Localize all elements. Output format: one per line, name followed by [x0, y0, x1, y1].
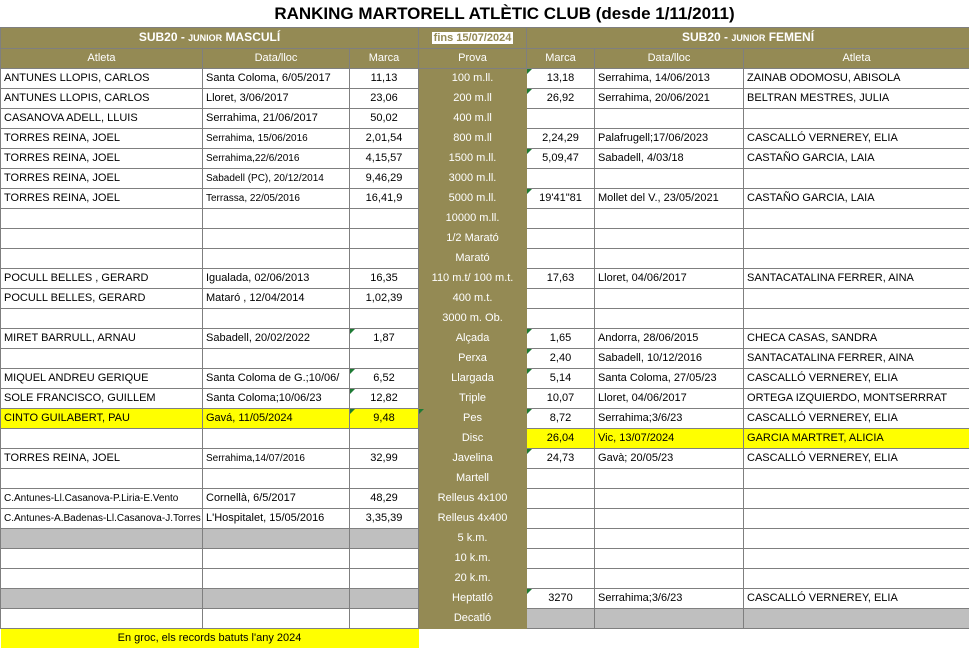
event-cell[interactable]: Triple — [419, 389, 527, 409]
female-mark-cell[interactable]: 10,07 — [527, 389, 595, 409]
male-date-place-cell[interactable] — [203, 249, 350, 269]
female-athlete-cell[interactable]: CASCALLÓ VERNEREY, ELIA — [744, 369, 969, 389]
female-date-place-cell[interactable]: Serrahima;3/6/23 — [595, 589, 744, 609]
female-mark-cell[interactable] — [527, 109, 595, 129]
male-mark-cell[interactable]: 6,52 — [350, 369, 419, 389]
legend-note: En groc, els records batuts l'any 2024 — [1, 629, 419, 648]
male-athlete-cell[interactable] — [1, 349, 203, 369]
male-date-place-cell[interactable] — [203, 349, 350, 369]
male-date-place-cell[interactable]: Cornellà, 6/5/2017 — [203, 489, 350, 509]
female-date-place-cell[interactable] — [595, 229, 744, 249]
table-row — [1, 209, 969, 229]
male-athlete-cell[interactable] — [1, 229, 203, 249]
event-cell[interactable]: 800 m.ll — [419, 129, 527, 149]
female-date-place-cell[interactable]: Andorra, 28/06/2015 — [595, 329, 744, 349]
table-row — [1, 489, 969, 509]
male-mark-cell[interactable] — [350, 229, 419, 249]
table-row — [1, 609, 969, 629]
female-athlete-cell[interactable] — [744, 289, 969, 309]
event-cell[interactable]: 3000 m.ll. — [419, 169, 527, 189]
female-athlete-cell[interactable] — [744, 529, 969, 549]
male-athlete-cell[interactable]: TORRES REINA, JOEL — [1, 149, 203, 169]
male-date-place-cell[interactable] — [203, 309, 350, 329]
empty-area — [419, 629, 969, 648]
event-cell[interactable]: Alçada — [419, 329, 527, 349]
female-mark-cell[interactable]: 3270 — [527, 589, 595, 609]
female-athlete-cell[interactable] — [744, 609, 969, 629]
male-date-place-cell[interactable]: Serrahima,14/07/2016 — [203, 449, 350, 469]
male-mark-cell[interactable] — [350, 469, 419, 489]
female-date-place-cell[interactable] — [595, 569, 744, 589]
table-row — [1, 469, 969, 489]
title-row — [0, 0, 969, 27]
male-athlete-cell[interactable]: ANTUNES LLOPIS, CARLOS — [1, 89, 203, 109]
male-mark-cell[interactable] — [350, 429, 419, 449]
female-athlete-cell[interactable] — [744, 549, 969, 569]
male-mark-cell[interactable]: 11,13 — [350, 69, 419, 89]
male-date-place-cell[interactable] — [203, 569, 350, 589]
male-date-place-cell[interactable]: Santa Coloma, 6/05/2017 — [203, 69, 350, 89]
male-athlete-cell[interactable] — [1, 429, 203, 449]
female-athlete-cell[interactable] — [744, 169, 969, 189]
table-row — [1, 149, 969, 169]
female-mark-cell[interactable] — [527, 529, 595, 549]
male-mark-cell[interactable]: 2,01,54 — [350, 129, 419, 149]
event-cell[interactable]: 20 k.m. — [419, 569, 527, 589]
male-date-place-cell[interactable] — [203, 589, 350, 609]
female-athlete-cell[interactable]: CASCALLÓ VERNEREY, ELIA — [744, 589, 969, 609]
event-cell[interactable]: 10000 m.ll. — [419, 209, 527, 229]
event-cell[interactable]: Martell — [419, 469, 527, 489]
header-row-1 — [1, 28, 969, 49]
table-row — [1, 129, 969, 149]
female-mark-cell[interactable]: 5,14 — [527, 369, 595, 389]
female-athlete-cell[interactable]: CHECA CASAS, SANDRA — [744, 329, 969, 349]
male-athlete-cell[interactable]: MIQUEL ANDREU GERIQUE — [1, 369, 203, 389]
female-date-place-cell[interactable] — [595, 309, 744, 329]
male-athlete-cell[interactable] — [1, 569, 203, 589]
table-row — [1, 409, 969, 429]
female-date-place-cell[interactable]: Lloret, 04/06/2017 — [595, 269, 744, 289]
event-cell[interactable]: 400 m.ll — [419, 109, 527, 129]
male-athlete-cell[interactable] — [1, 529, 203, 549]
male-athlete-cell[interactable]: TORRES REINA, JOEL — [1, 189, 203, 209]
male-athlete-cell[interactable]: POCULL BELLES, GERARD — [1, 289, 203, 309]
female-mark-cell[interactable] — [527, 469, 595, 489]
female-date-place-cell[interactable]: Sabadell, 10/12/2016 — [595, 349, 744, 369]
male-date-place-cell[interactable]: Igualada, 02/06/2013 — [203, 269, 350, 289]
event-cell[interactable]: Perxa — [419, 349, 527, 369]
male-date-place-cell[interactable]: Sabadell (PC), 20/12/2014 — [203, 169, 350, 189]
table-row — [1, 69, 969, 89]
female-mark-cell[interactable] — [527, 549, 595, 569]
col-header-data-f: Data/lloc — [595, 49, 744, 69]
female-date-place-cell[interactable] — [595, 469, 744, 489]
col-header-data-m: Data/lloc — [203, 49, 350, 69]
female-date-place-cell[interactable]: Vic, 13/07/2024 — [595, 429, 744, 449]
female-athlete-cell[interactable] — [744, 469, 969, 489]
male-athlete-cell[interactable]: TORRES REINA, JOEL — [1, 129, 203, 149]
female-date-place-cell[interactable]: Serrahima, 20/06/2021 — [595, 89, 744, 109]
event-cell[interactable]: 5000 m.ll. — [419, 189, 527, 209]
male-date-place-cell[interactable] — [203, 609, 350, 629]
event-cell[interactable]: Marató — [419, 249, 527, 269]
female-athlete-cell[interactable]: GARCIA MARTRET, ALICIA — [744, 429, 969, 449]
female-mark-cell[interactable] — [527, 229, 595, 249]
male-date-place-cell[interactable]: L'Hospitalet, 15/05/2016 — [203, 509, 350, 529]
female-athlete-cell[interactable]: SANTACATALINA FERRER, AINA — [744, 269, 969, 289]
event-cell[interactable]: Llargada — [419, 369, 527, 389]
female-athlete-cell[interactable] — [744, 209, 969, 229]
female-mark-cell[interactable]: 17,63 — [527, 269, 595, 289]
female-date-place-cell[interactable] — [595, 609, 744, 629]
male-category-header: SUB20 - JUNIOR MASCULÍ — [1, 28, 419, 49]
male-date-place-cell[interactable]: Serrahima, 21/06/2017 — [203, 109, 350, 129]
female-date-place-cell[interactable] — [595, 249, 744, 269]
female-athlete-cell[interactable]: CASCALLÓ VERNEREY, ELIA — [744, 129, 969, 149]
male-athlete-cell[interactable]: POCULL BELLES , GERARD — [1, 269, 203, 289]
event-cell[interactable]: Javelina — [419, 449, 527, 469]
male-mark-cell[interactable]: 4,15,57 — [350, 149, 419, 169]
cutoff-date: fins 15/07/2024 — [419, 28, 527, 49]
female-date-place-cell[interactable] — [595, 169, 744, 189]
male-athlete-cell[interactable] — [1, 209, 203, 229]
male-date-place-cell[interactable]: Santa Coloma;10/06/23 — [203, 389, 350, 409]
event-cell[interactable]: 3000 m. Ob. — [419, 309, 527, 329]
female-mark-cell[interactable]: 2,40 — [527, 349, 595, 369]
event-cell[interactable]: Heptatló — [419, 589, 527, 609]
female-date-place-cell[interactable]: Gavà; 20/05/23 — [595, 449, 744, 469]
female-athlete-cell[interactable] — [744, 309, 969, 329]
male-athlete-cell[interactable]: TORRES REINA, JOEL — [1, 169, 203, 189]
table-row — [1, 269, 969, 289]
female-mark-cell[interactable] — [527, 609, 595, 629]
female-athlete-cell[interactable] — [744, 489, 969, 509]
male-date-place-cell[interactable]: Serrahima,22/6/2016 — [203, 149, 350, 169]
male-mark-cell[interactable] — [350, 569, 419, 589]
male-mark-cell[interactable]: 9,46,29 — [350, 169, 419, 189]
event-cell[interactable]: Relleus 4x400 — [419, 509, 527, 529]
male-athlete-cell[interactable] — [1, 589, 203, 609]
table-row — [1, 349, 969, 369]
ranking-table — [0, 27, 969, 648]
female-athlete-cell[interactable]: SANTACATALINA FERRER, AINA — [744, 349, 969, 369]
female-date-place-cell[interactable]: Serrahima;3/6/23 — [595, 409, 744, 429]
female-athlete-cell[interactable] — [744, 229, 969, 249]
female-date-place-cell[interactable] — [595, 109, 744, 129]
male-athlete-cell[interactable]: CASANOVA ADELL, LLUIS — [1, 109, 203, 129]
event-cell[interactable]: 1/2 Marató — [419, 229, 527, 249]
event-cell[interactable]: 400 m.t. — [419, 289, 527, 309]
male-athlete-cell[interactable] — [1, 309, 203, 329]
female-athlete-cell[interactable]: ORTEGA IZQUIERDO, MONTSERRRAT — [744, 389, 969, 409]
female-athlete-cell[interactable]: CASCALLÓ VERNEREY, ELIA — [744, 449, 969, 469]
female-date-place-cell[interactable] — [595, 509, 744, 529]
male-date-place-cell[interactable] — [203, 549, 350, 569]
female-mark-cell[interactable] — [527, 309, 595, 329]
female-mark-cell[interactable] — [527, 249, 595, 269]
table-row — [1, 369, 969, 389]
male-mark-cell[interactable] — [350, 249, 419, 269]
female-mark-cell[interactable] — [527, 209, 595, 229]
male-athlete-cell[interactable] — [1, 249, 203, 269]
male-mark-cell[interactable] — [350, 349, 419, 369]
male-mark-cell[interactable]: 16,41,9 — [350, 189, 419, 209]
female-mark-cell[interactable]: 13,18 — [527, 69, 595, 89]
table-row — [1, 309, 969, 329]
female-date-place-cell[interactable] — [595, 489, 744, 509]
male-mark-cell[interactable]: 9,48 — [350, 409, 419, 429]
male-mark-cell[interactable] — [350, 609, 419, 629]
male-mark-cell[interactable]: 50,02 — [350, 109, 419, 129]
table-row — [1, 189, 969, 209]
female-mark-cell[interactable]: 5,09,47 — [527, 149, 595, 169]
female-date-place-cell[interactable]: Sabadell, 4/03/18 — [595, 149, 744, 169]
female-athlete-cell[interactable]: CASTAÑO GARCIA, LAIA — [744, 189, 969, 209]
female-mark-cell[interactable]: 24,73 — [527, 449, 595, 469]
table-row — [1, 89, 969, 109]
male-date-place-cell[interactable] — [203, 209, 350, 229]
male-athlete-cell[interactable] — [1, 609, 203, 629]
event-cell[interactable]: Disc — [419, 429, 527, 449]
female-category-header: SUB20 - JUNIOR FEMENÍ — [527, 28, 969, 49]
male-date-place-cell[interactable]: Mataró , 12/04/2014 — [203, 289, 350, 309]
table-row — [1, 249, 969, 269]
male-athlete-cell[interactable] — [1, 469, 203, 489]
table-row — [1, 429, 969, 449]
male-mark-cell[interactable]: 23,06 — [350, 89, 419, 109]
table-row — [1, 569, 969, 589]
female-mark-cell[interactable]: 26,92 — [527, 89, 595, 109]
event-cell[interactable]: 110 m.t/ 100 m.t. — [419, 269, 527, 289]
male-mark-cell[interactable] — [350, 589, 419, 609]
female-mark-cell[interactable]: 8,72 — [527, 409, 595, 429]
male-mark-cell[interactable] — [350, 209, 419, 229]
female-athlete-cell[interactable] — [744, 569, 969, 589]
col-header-marca-m: Marca — [350, 49, 419, 69]
male-athlete-cell[interactable]: SOLE FRANCISCO, GUILLEM — [1, 389, 203, 409]
female-mark-cell[interactable]: 19'41"81 — [527, 189, 595, 209]
event-cell[interactable]: 5 k.m. — [419, 529, 527, 549]
male-date-place-cell[interactable]: Sabadell, 20/02/2022 — [203, 329, 350, 349]
event-cell[interactable]: 100 m.ll. — [419, 69, 527, 89]
male-date-place-cell[interactable]: Santa Coloma de G.;10/06/ — [203, 369, 350, 389]
table-row — [1, 509, 969, 529]
female-athlete-cell[interactable]: CASCALLÓ VERNEREY, ELIA — [744, 409, 969, 429]
table-row — [1, 169, 969, 189]
event-cell[interactable]: Relleus 4x100 — [419, 489, 527, 509]
female-mark-cell[interactable]: 26,04 — [527, 429, 595, 449]
male-mark-cell[interactable] — [350, 309, 419, 329]
male-mark-cell[interactable]: 12,82 — [350, 389, 419, 409]
female-athlete-cell[interactable] — [744, 109, 969, 129]
female-date-place-cell[interactable] — [595, 209, 744, 229]
male-athlete-cell[interactable]: MIRET BARRULL, ARNAU — [1, 329, 203, 349]
male-athlete-cell[interactable]: C.Antunes-Ll.Casanova-P.Liria-E.Vento — [1, 489, 203, 509]
male-date-place-cell[interactable]: Terrassa, 22/05/2016 — [203, 189, 350, 209]
female-athlete-cell[interactable] — [744, 249, 969, 269]
male-athlete-cell[interactable]: ANTUNES LLOPIS, CARLOS — [1, 69, 203, 89]
male-date-place-cell[interactable] — [203, 469, 350, 489]
male-date-place-cell[interactable]: Serrahima, 15/06/2016 — [203, 129, 350, 149]
male-date-place-cell[interactable] — [203, 529, 350, 549]
female-date-place-cell[interactable]: Serrahima, 14/06/2013 — [595, 69, 744, 89]
event-cell[interactable]: Decatló — [419, 609, 527, 629]
female-date-place-cell[interactable]: Lloret, 04/06/2017 — [595, 389, 744, 409]
table-row — [1, 389, 969, 409]
female-mark-cell[interactable] — [527, 289, 595, 309]
male-mark-cell[interactable]: 16,35 — [350, 269, 419, 289]
male-date-place-cell[interactable]: Gavá, 11/05/2024 — [203, 409, 350, 429]
male-date-place-cell[interactable] — [203, 229, 350, 249]
female-athlete-cell[interactable]: BELTRAN MESTRES, JULIA — [744, 89, 969, 109]
female-athlete-cell[interactable]: CASTAÑO GARCIA, LAIA — [744, 149, 969, 169]
male-mark-cell[interactable]: 1,02,39 — [350, 289, 419, 309]
table-row — [1, 229, 969, 249]
legend-row — [1, 629, 969, 648]
event-cell[interactable]: 200 m.ll — [419, 89, 527, 109]
male-mark-cell[interactable]: 32,99 — [350, 449, 419, 469]
female-athlete-cell[interactable] — [744, 509, 969, 529]
male-date-place-cell[interactable] — [203, 429, 350, 449]
male-athlete-cell[interactable]: CINTO GUILABERT, PAU — [1, 409, 203, 429]
col-header-marca-f: Marca — [527, 49, 595, 69]
female-mark-cell[interactable]: 1,65 — [527, 329, 595, 349]
table-row — [1, 449, 969, 469]
female-mark-cell[interactable] — [527, 489, 595, 509]
male-mark-cell[interactable] — [350, 529, 419, 549]
female-mark-cell[interactable] — [527, 169, 595, 189]
male-mark-cell[interactable]: 48,29 — [350, 489, 419, 509]
female-date-place-cell[interactable] — [595, 529, 744, 549]
female-mark-cell[interactable]: 2,24,29 — [527, 129, 595, 149]
female-date-place-cell[interactable] — [595, 549, 744, 569]
female-mark-cell[interactable] — [527, 569, 595, 589]
male-athlete-cell[interactable]: C.Antunes-A.Badenas-Ll.Casanova-J.Torres — [1, 509, 203, 529]
male-mark-cell[interactable]: 1,87 — [350, 329, 419, 349]
page-title: RANKING MARTORELL ATLÈTIC CLUB (desde 1/11/2011) — [234, 0, 734, 27]
male-mark-cell[interactable] — [350, 549, 419, 569]
header-row-2 — [1, 49, 969, 69]
female-date-place-cell[interactable]: Santa Coloma, 27/05/23 — [595, 369, 744, 389]
table-row — [1, 549, 969, 569]
event-cell[interactable]: 10 k.m. — [419, 549, 527, 569]
female-date-place-cell[interactable] — [595, 289, 744, 309]
female-athlete-cell[interactable]: ZAINAB ODOMOSU, ABISOLA — [744, 69, 969, 89]
table-row — [1, 589, 969, 609]
table-row — [1, 289, 969, 309]
male-mark-cell[interactable]: 3,35,39 — [350, 509, 419, 529]
col-header-prova: Prova — [419, 49, 527, 69]
event-cell[interactable]: 1500 m.ll. — [419, 149, 527, 169]
col-header-atleta-m: Atleta — [1, 49, 203, 69]
table-row — [1, 109, 969, 129]
female-date-place-cell[interactable]: Mollet del V., 23/05/2021 — [595, 189, 744, 209]
table-row — [1, 529, 969, 549]
event-cell[interactable]: Pes — [419, 409, 527, 429]
col-header-atleta-f: Atleta — [744, 49, 969, 69]
male-date-place-cell[interactable]: Lloret, 3/06/2017 — [203, 89, 350, 109]
female-mark-cell[interactable] — [527, 509, 595, 529]
table-row — [1, 329, 969, 349]
male-athlete-cell[interactable] — [1, 549, 203, 569]
female-date-place-cell[interactable]: Palafrugell;17/06/2023 — [595, 129, 744, 149]
male-athlete-cell[interactable]: TORRES REINA, JOEL — [1, 449, 203, 469]
